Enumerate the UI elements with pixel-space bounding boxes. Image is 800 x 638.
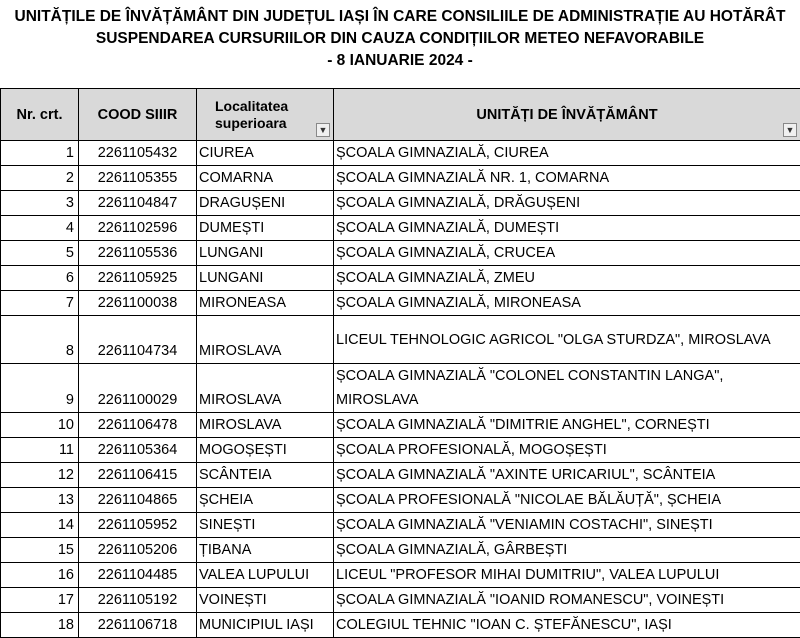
cell-localitate: MIROSLAVA [197, 364, 334, 413]
cell-unitate: ȘCOALA GIMNAZIALĂ "IOANID ROMANESCU", VOINEȘTI [334, 588, 800, 613]
cell-localitate: MIROSLAVA [197, 316, 334, 364]
cell-nr: 9 [1, 364, 79, 413]
cell-nr: 2 [1, 166, 79, 191]
cell-unitate: ȘCOALA GIMNAZIALĂ, ZMEU [334, 266, 800, 291]
filter-dropdown-icon[interactable]: ▼ [316, 123, 330, 137]
table-row [1, 291, 800, 316]
cell-cod: 2261104485 [79, 563, 197, 588]
table-row [1, 141, 800, 166]
cell-unitate: ȘCOALA GIMNAZIALĂ NR. 1, COMARNA [334, 166, 800, 191]
table-row [1, 513, 800, 538]
cell-unitate: LICEUL TEHNOLOGIC AGRICOL "OLGA STURDZA", MIROSLAVA [334, 316, 800, 364]
cell-nr: 8 [1, 316, 79, 364]
cell-localitate: MOGOȘEȘTI [197, 438, 334, 463]
table-row [1, 413, 800, 438]
cell-nr: 1 [1, 141, 79, 166]
cell-cod: 2261106478 [79, 413, 197, 438]
cell-unitate: ȘCOALA GIMNAZIALĂ "AXINTE URICARIUL", SCÂNTEIA [334, 463, 800, 488]
cell-unitate: ȘCOALA GIMNAZIALĂ, GÂRBEȘTI [334, 538, 800, 563]
cell-cod: 2261105432 [79, 141, 197, 166]
table-row [1, 216, 800, 241]
table-header-row [1, 89, 800, 141]
cell-cod: 2261104865 [79, 488, 197, 513]
cell-cod: 2261100029 [79, 364, 197, 413]
table-row [1, 266, 800, 291]
cell-unitate: ȘCOALA PROFESIONALĂ, MOGOȘEȘTI [334, 438, 800, 463]
cell-cod: 2261105536 [79, 241, 197, 266]
cell-cod: 2261105364 [79, 438, 197, 463]
cell-cod: 2261105952 [79, 513, 197, 538]
header-unitati-label: UNITĂȚI DE ÎNVĂȚĂMÂNT [476, 107, 657, 123]
cell-cod: 2261104734 [79, 316, 197, 364]
cell-localitate: DUMEȘTI [197, 216, 334, 241]
cell-localitate: DRAGUȘENI [197, 191, 334, 216]
cell-nr: 17 [1, 588, 79, 613]
cell-nr: 10 [1, 413, 79, 438]
cell-cod: 2261105355 [79, 166, 197, 191]
cell-localitate: MIROSLAVA [197, 413, 334, 438]
cell-nr: 6 [1, 266, 79, 291]
schools-table [0, 88, 800, 638]
filter-dropdown-icon[interactable]: ▼ [783, 123, 797, 137]
table-row [1, 463, 800, 488]
cell-nr: 13 [1, 488, 79, 513]
document-title [0, 0, 800, 88]
cell-unitate: ȘCOALA GIMNAZIALĂ, CIUREA [334, 141, 800, 166]
cell-localitate: ȘCHEIA [197, 488, 334, 513]
cell-nr: 15 [1, 538, 79, 563]
table-row [1, 364, 800, 413]
table-row [1, 316, 800, 364]
cell-localitate: MUNICIPIUL IAȘI [197, 613, 334, 638]
cell-nr: 5 [1, 241, 79, 266]
cell-localitate: SINEȘTI [197, 513, 334, 538]
cell-nr: 3 [1, 191, 79, 216]
cell-cod: 2261105925 [79, 266, 197, 291]
cell-nr: 7 [1, 291, 79, 316]
cell-unitate: ȘCOALA GIMNAZIALĂ, DUMEȘTI [334, 216, 800, 241]
cell-cod: 2261105192 [79, 588, 197, 613]
cell-unitate: LICEUL "PROFESOR MIHAI DUMITRIU", VALEA LUPULUI [334, 563, 800, 588]
header-localitate-line2: superioara [215, 115, 331, 132]
cell-unitate: ȘCOALA GIMNAZIALĂ, MIRONEASA [334, 291, 800, 316]
cell-cod: 2261102596 [79, 216, 197, 241]
cell-cod: 2261104847 [79, 191, 197, 216]
cell-localitate: COMARNA [197, 166, 334, 191]
table-row [1, 488, 800, 513]
header-localitate-line1: Localitatea [215, 98, 331, 115]
cell-localitate: ȚIBANA [197, 538, 334, 563]
table-row [1, 166, 800, 191]
cell-localitate: MIRONEASA [197, 291, 334, 316]
table-row [1, 191, 800, 216]
cell-localitate: VOINEȘTI [197, 588, 334, 613]
cell-localitate: LUNGANI [197, 241, 334, 266]
cell-nr: 4 [1, 216, 79, 241]
table-row [1, 241, 800, 266]
cell-localitate: VALEA LUPULUI [197, 563, 334, 588]
title-line-1: UNITĂȚILE DE ÎNVĂȚĂMÂNT DIN JUDEȚUL IAȘI ÎN CARE CONSILIILE DE ADMINISTRAȚIE AU HOTĂRÂT [0, 6, 800, 28]
header-nr: Nr. crt. [1, 89, 79, 141]
table-row [1, 538, 800, 563]
cell-localitate: SCÂNTEIA [197, 463, 334, 488]
cell-unitate: ȘCOALA GIMNAZIALĂ "COLONEL CONSTANTIN LANGA", MIROSLAVA [334, 364, 800, 413]
cell-cod: 2261106718 [79, 613, 197, 638]
cell-unitate: ȘCOALA GIMNAZIALĂ "VENIAMIN COSTACHI", SINEȘTI [334, 513, 800, 538]
cell-nr: 16 [1, 563, 79, 588]
table-row [1, 613, 800, 638]
cell-nr: 12 [1, 463, 79, 488]
cell-unitate: ȘCOALA GIMNAZIALĂ, DRĂGUȘENI [334, 191, 800, 216]
cell-localitate: CIUREA [197, 141, 334, 166]
header-cod: COOD SIIIR [79, 89, 197, 141]
cell-unitate: COLEGIUL TEHNIC "IOAN C. ȘTEFĂNESCU", IAȘI [334, 613, 800, 638]
title-line-2: SUSPENDAREA CURSURIILOR DIN CAUZA CONDIȚIILOR METEO NEFAVORABILE [0, 28, 800, 50]
cell-cod: 2261105206 [79, 538, 197, 563]
cell-unitate: ȘCOALA GIMNAZIALĂ, CRUCEA [334, 241, 800, 266]
cell-localitate: LUNGANI [197, 266, 334, 291]
header-unitati [334, 89, 800, 141]
cell-nr: 18 [1, 613, 79, 638]
cell-nr: 11 [1, 438, 79, 463]
table-row [1, 438, 800, 463]
header-localitate [197, 89, 334, 141]
cell-cod: 2261100038 [79, 291, 197, 316]
cell-cod: 2261106415 [79, 463, 197, 488]
table-row [1, 588, 800, 613]
table-row [1, 563, 800, 588]
cell-unitate: ȘCOALA PROFESIONALĂ "NICOLAE BĂLĂUȚĂ", ȘCHEIA [334, 488, 800, 513]
cell-unitate: ȘCOALA GIMNAZIALĂ "DIMITRIE ANGHEL", CORNEȘTI [334, 413, 800, 438]
cell-nr: 14 [1, 513, 79, 538]
title-line-3: - 8 IANUARIE 2024 - [0, 50, 800, 72]
